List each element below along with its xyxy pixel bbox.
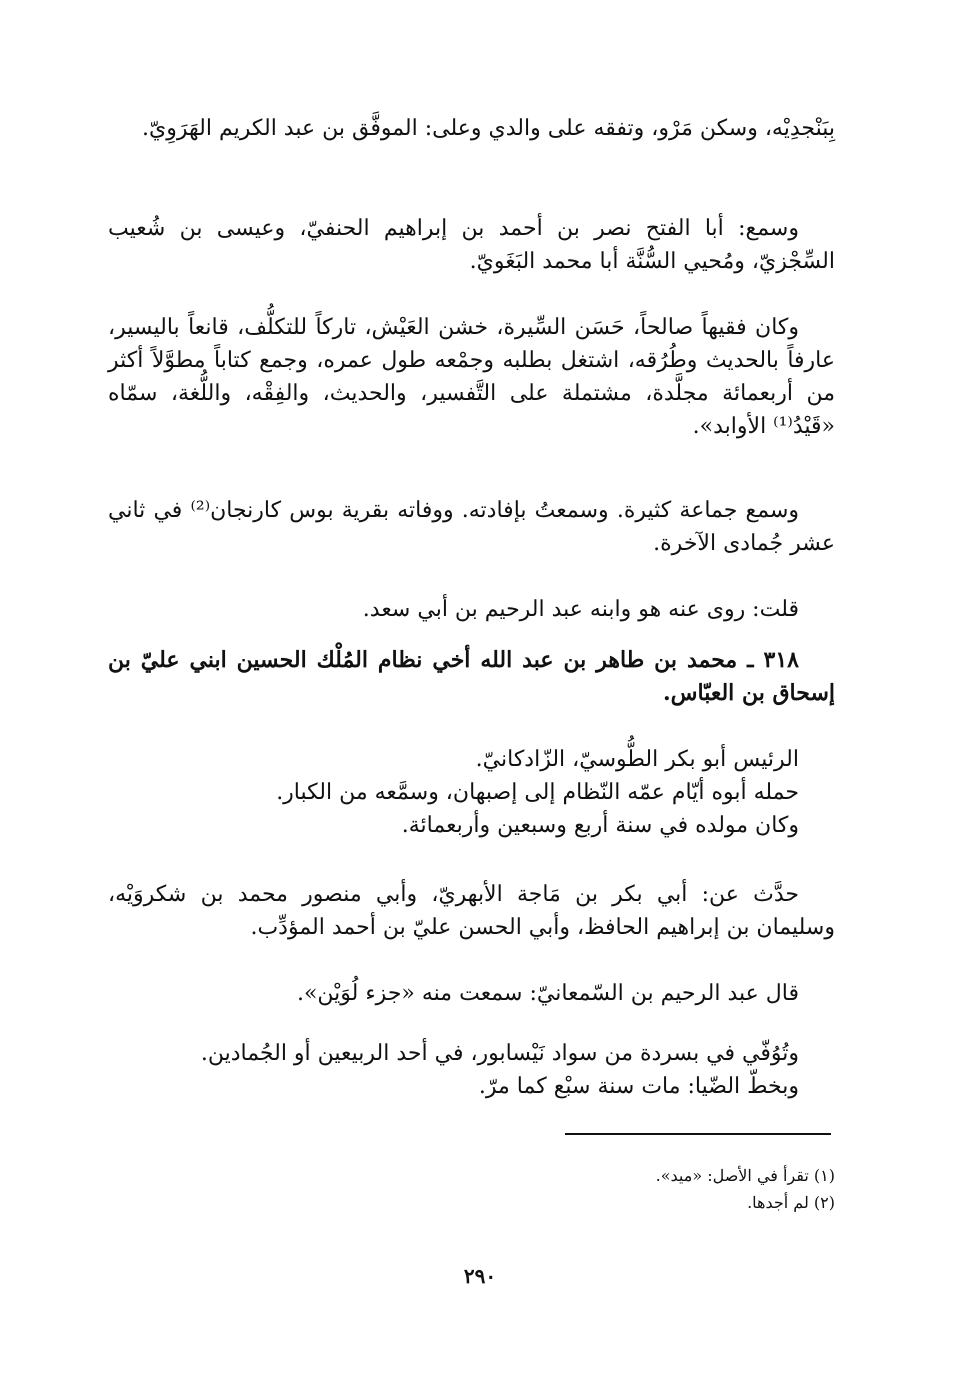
paragraph: قال عبد الرحيم بن السّمعانيّ: سمعت منه «جزء لُوَيْن».: [296, 981, 799, 1006]
paragraph: وكان فقيهاً صالحاً، حَسَن السِّيرة، خشن العَيْش، تاركاً للتكلُّف، قانعاً باليسير، عارفاً بالحديث وطُرُقه، اشتغل بطلبه وجمْعه طول عمره، وجمع كتاباً مطوَّلاً أكثر من أربعمائة مجلَّدة، مشتملة على التَّفسير، والحديث، والفِقْه، واللُّغة، سمّاه «قَيْدُ⁽¹⁾ الأوابد».: [108, 315, 835, 439]
paragraph-biography: [108, 311, 835, 443]
paragraph-quote: [108, 977, 835, 1010]
paragraph: حدَّث عن: أبي بكر بن مَاجة الأبهريّ، وأبي منصور محمد بن شكروَيْه، وسليمان بن إبراهيم الحافظ، وأبي الحسن عليّ بن أحمد المؤدِّب.: [108, 882, 835, 940]
text-line: وكان مولده في سنة أربع وسبعين وأربعمائة.: [401, 813, 799, 838]
text-line: الرئيس أبو بكر الطُّوسيّ، الزّادكانيّ.: [475, 747, 799, 772]
paragraph-final: [108, 1037, 835, 1103]
entry-title: ٣١٨ ـ محمد بن طاهر بن عبد الله أخي نظام المُلْك الحسين ابني عليّ بن إسحاق بن العبّاس.: [108, 647, 835, 706]
paragraph-intro: [108, 112, 835, 145]
text-line: وبخطّ الضّيا: مات سنة سبْع كما مرّ.: [478, 1074, 799, 1099]
text-line: وتُوُفّي في بسردة من سواد نَيْسابور، في أحد الربيعين أو الجُمادين.: [200, 1041, 799, 1066]
paragraph: بِبَنْجدِيْه، وسكن مَرْو، وتفقه على والدي وعلى: الموفَّق بن عبد الكريم الهَرَوِيّ.: [142, 116, 835, 141]
paragraph: وسمع: أبا الفتح نصر بن أحمد بن إبراهيم الحنفيّ، وعيسى بن شُعيب السِّجْزيّ، ومُحيي السُّنَّة أبا محمد البَغَويّ.: [108, 216, 835, 274]
entry-details: [108, 743, 835, 842]
footnote-2: (٢) لم أجدها.: [747, 1193, 835, 1212]
footnote-1: (١) تقرأ في الأصل: «ميد».: [655, 1166, 835, 1185]
paragraph-death: [108, 494, 835, 560]
entry-heading: [108, 644, 835, 710]
paragraph-note: [108, 593, 835, 626]
text-line: حمله أبوه أيّام عمّه النّظام إلى إصبهان، وسمَّعه من الكبار.: [276, 780, 799, 805]
page-number: ٢٩٠: [463, 1264, 497, 1288]
paragraph: وسمع جماعة كثيرة. وسمعتُ بإفادته. ووفاته بقرية بوس كارنجان⁽²⁾ في ثاني عشر جُمادى الآخرة.: [108, 498, 835, 556]
footnote-divider: [565, 1133, 831, 1135]
paragraph: قلت: روى عنه هو وابنه عبد الرحيم بن أبي سعد.: [362, 597, 799, 622]
paragraph-narrated: [108, 878, 835, 944]
paragraph-heard: [108, 212, 835, 278]
